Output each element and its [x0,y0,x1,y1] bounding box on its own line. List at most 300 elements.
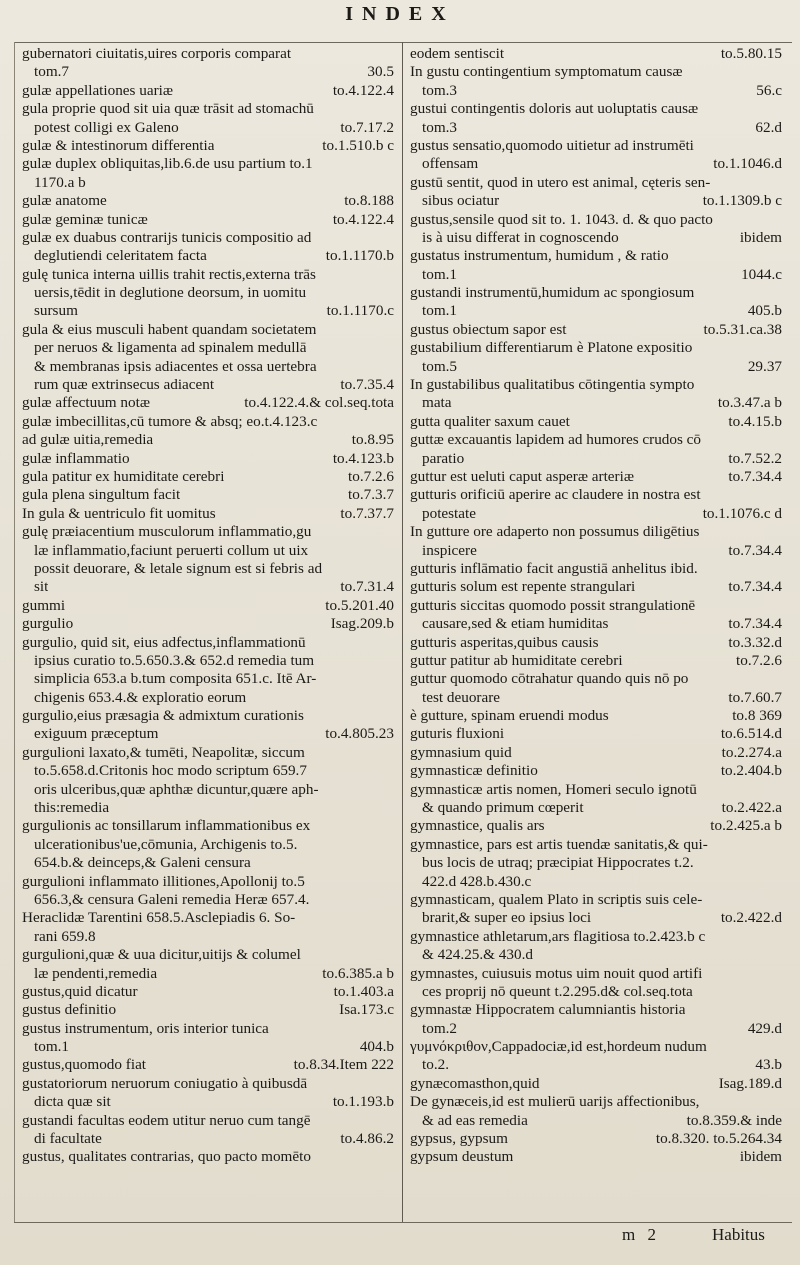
index-entry-line [22,247,394,265]
entry-reference: to.7.2.6 [736,651,782,669]
entry-text: gustatoriorum neruorum coniugatio à quibusdā [22,1074,308,1092]
entry-reference: to.4.122.4.& col.seq.tota [244,394,394,412]
entry-reference: to.1.1170.b [325,247,394,265]
index-entry-line [410,652,782,670]
index-entry-line [22,284,394,302]
entry-text: potestate [422,504,476,522]
entry-text: uersis,tēdit in deglutione deorsum, in uomitu [34,284,307,302]
index-entry-line [410,1020,782,1038]
index-entry-line [22,817,394,835]
entry-reference: Isag.189.d [718,1074,782,1092]
index-entry-line [410,394,782,412]
index-entry-line [410,707,782,725]
entry-text: & quando primum cœperit [422,799,584,817]
entry-text: ad gulæ uitia,remedia [22,431,154,449]
entry-reference: to.7.34.4 [728,541,782,559]
entry-text: gustus,sensile quod sit to. 1. 1043. d. & quo pacto [410,210,713,228]
entry-reference: 405.b [747,302,782,320]
index-entry-line [410,836,782,854]
index-entry-line [22,873,394,891]
entry-text: gustū sentit, quod in utero est animal, cęteris sen- [410,173,711,191]
index-entry-line [410,450,782,468]
index-entry-line [410,615,782,633]
bottom-rule [14,1222,792,1223]
entry-text: possit deuorare, & letale signum est si febris ad [34,559,323,577]
index-entry-line [22,63,394,81]
entry-reference: Isag.209.b [330,615,394,633]
entry-reference: to.5.31.ca.38 [703,320,782,338]
entry-reference: ibidem [739,1148,782,1166]
entry-text: gummi [22,596,66,614]
entry-text: sit [34,578,49,596]
entry-text: gymnastice, pars est artis tuendæ sanitatis,& qui- [410,835,708,853]
index-entry-line [410,100,782,118]
index-entry-line [410,119,782,137]
index-entry-line [22,1075,394,1093]
entry-text: to.2. [422,1056,450,1074]
entry-reference: to.7.34.4 [728,578,782,596]
index-entry-line [22,82,394,100]
entry-text: per neruos & ligamenta ad spinalem medullā [34,339,307,357]
index-entry-line [22,578,394,596]
index-entry-line [410,266,782,284]
index-entry-line [22,946,394,964]
entry-reference: 29.37 [747,357,782,375]
index-entry-line [410,597,782,615]
entry-text: gutturis orificiū aperire ac claudere in nostra est [410,486,701,504]
index-entry-line [22,909,394,927]
index-entry-line [410,799,782,817]
index-entry-line [22,762,394,780]
entry-text: gulæ affectuum notæ [22,394,150,412]
entry-text: oris ulceribus,quæ aphthæ dicuntur,quære aph- [34,780,319,798]
entry-reference: to.7.35.4 [340,376,394,394]
entry-text: gulæ geminæ tunicæ [22,210,148,228]
index-entry-line [22,965,394,983]
index-entry-line [22,1093,394,1111]
entry-reference: to.8.188 [344,192,394,210]
entry-text: paratio [422,449,465,467]
entry-reference: 1044.c [741,265,782,283]
entry-text: rani 659.8 [34,927,96,945]
page-header [0,0,800,40]
entry-reference: to.5.201.40 [325,596,394,614]
entry-text: guturis fluxioni [410,725,505,743]
index-entry-line [22,560,394,578]
entry-text: gulæ & intestinorum differentia [22,136,215,154]
entry-text: gurgulioni,quæ & uua dicitur,uitijs & columel [22,946,301,964]
entry-text: De gynæceis,id est mulierū uarijs affectionibus, [410,1093,700,1111]
index-entry-line [410,192,782,210]
entry-reference: to.4.122.4 [332,210,394,228]
index-entry-line [22,983,394,1001]
entry-reference: to.7.52.2 [728,449,782,467]
index-entry-line [22,394,394,412]
entry-text: In gustu contingentium symptomatum causæ [410,63,683,81]
entry-text: offensam [422,155,479,173]
index-entry-line [22,1056,394,1074]
entry-text: 1170.a b [34,173,86,191]
index-entry-line [22,431,394,449]
index-entry-line [22,799,394,817]
entry-text: gurgulionis ac tonsillarum inflammationibus ex [22,817,311,835]
index-entry-line [22,505,394,523]
index-entry-line [22,266,394,284]
entry-text: gula proprie quod sit uia quæ trāsit ad stomachū [22,100,314,118]
column-divider [402,42,403,1222]
index-entry-line [410,358,782,376]
index-entry-line [410,137,782,155]
entry-text: gypsum deustum [410,1148,514,1166]
entry-reference: to.2.274.a [721,743,782,761]
index-entry-line [22,45,394,63]
entry-text: gustus instrumentum, oris interior tunica [22,1019,269,1037]
entry-text: gurgulio, quid sit, eius adfectus,inflammationū [22,633,306,651]
entry-text: test deuorare [422,688,501,706]
entry-reference: to.7.2.6 [348,467,394,485]
entry-reference: to.3.32.d [728,633,782,651]
index-entry-line [410,155,782,173]
index-entry-line [410,560,782,578]
index-entry-line [410,542,782,560]
entry-text: gymnastes, cuiusuis motus uim nouit quod artifi [410,964,703,982]
index-entry-line [410,946,782,964]
index-entry-line [22,413,394,431]
entry-text: gustus,quomodo fiat [22,1056,147,1074]
entry-text: gymnastæ Hippocratem calumniantis historia [410,1001,686,1019]
entry-reference: to.2.422.d [720,909,782,927]
page-title: INDEX [345,3,455,25]
index-entry-line [410,1130,782,1148]
index-entry-line [410,431,782,449]
index-entry-line [22,358,394,376]
index-entry-line [22,229,394,247]
index-entry-line [22,100,394,118]
entry-reference: to.6.385.a b [322,964,394,982]
entry-reference: to.7.60.7 [728,688,782,706]
index-entry-line [410,1093,782,1111]
entry-text: this:remedia [34,799,110,817]
index-entry-line [410,909,782,927]
index-entry-line [22,302,394,320]
top-rule [14,42,792,43]
index-entry-line [22,744,394,762]
entry-text: gustus definitio [22,1001,117,1019]
entry-reference: to.1.193.b [332,1093,394,1111]
entry-text: gustus, qualitates contrarias, quo pacto momēto [22,1148,311,1166]
entry-reference: to.7.34.4 [728,615,782,633]
index-entry-line [410,873,782,891]
entry-text: gurgulio [22,615,74,633]
entry-reference: to.2.425.a b [710,817,782,835]
index-entry-line [410,302,782,320]
entry-text: gulæ imbecillitas,cū tumore & absq; eo.t.4.123.c [22,412,318,430]
index-entry-line [22,523,394,541]
index-entry-line [22,854,394,872]
entry-reference: to.6.514.d [720,725,782,743]
index-entry-line [410,468,782,486]
entry-text: gustus sensatio,quomodo uitietur ad instrumēti [410,136,694,154]
index-entry-line [410,505,782,523]
entry-reference: to.3.47.a b [717,394,782,412]
entry-text: gula & eius musculi habent quandam societatem [22,320,317,338]
index-entry-line [22,891,394,909]
index-entry-line [410,174,782,192]
entry-text: & membranas ipsis adiacentes et ossa uertebra [34,357,317,375]
index-entry-line [410,82,782,100]
entry-text: γυμνόκριθον,Cappadociæ,id est,hordeum nudum [410,1038,707,1056]
entry-reference: to.4.86.2 [340,1130,394,1148]
entry-text: Heraclidæ Tarentini 658.5.Asclepiadis 6. So- [22,909,296,927]
entry-text: sursum [34,302,78,320]
entry-text: gulæ appellationes uariæ [22,81,173,99]
entry-text: tom.5 [422,357,458,375]
entry-text: tom.1 [422,265,458,283]
entry-text: gutturis asperitas,quibus causis [410,633,599,651]
entry-text: gymnasticæ artis nomen, Homeri seculo ignotū [410,780,697,798]
entry-text: guttur patitur ab humiditate cerebri [410,651,623,669]
index-entry-line [22,652,394,670]
entry-text: In gula & uentriculo fit uomitus [22,504,216,522]
entry-text: gulæ inflammatio [22,449,130,467]
index-entry-line [410,1001,782,1019]
entry-text: gulæ ex duabus contrarijs tunicis compositio ad [22,228,312,246]
entry-text: gustus,quid dicatur [22,982,138,1000]
index-entry-line [410,634,782,652]
index-entry-line [22,689,394,707]
index-entry-line [410,1038,782,1056]
entry-text: gustus obiectum sapor est [410,320,567,338]
entry-reference: to.7.37.7 [340,504,394,522]
entry-text: gymnasium quid [410,743,512,761]
entry-reference: to.1.510.b c [322,136,394,154]
index-entry-line [22,155,394,173]
entry-text: gula patitur ex humiditate cerebri [22,467,225,485]
entry-reference: to.8.34.Item 222 [293,1056,394,1074]
index-entry-line [410,486,782,504]
entry-reference: to.1.403.a [333,982,394,1000]
index-entry-line [410,928,782,946]
entry-text: guttæ excauantis lapidem ad humores crudos cō [410,431,702,449]
entry-text: gulæ duplex obliquitas,lib.6.de usu partium to.1 [22,155,313,173]
index-entry-line [22,928,394,946]
index-entry-line [22,192,394,210]
entry-text: 654.b.& deinceps,& Galeni censura [34,854,251,872]
entry-text: gynæcomasthon,quid [410,1074,540,1092]
entry-reference: to.8 369 [732,707,782,725]
entry-reference: to.4.123.b [332,449,394,467]
entry-reference: to.7.17.2 [340,118,394,136]
entry-text: mata [422,394,452,412]
index-entry-line [410,321,782,339]
entry-text: gulę præiacentium musculorum inflammatio,gu [22,523,312,541]
catchword: Habitus [712,1225,765,1244]
entry-reference: 404.b [359,1038,394,1056]
entry-reference: to.4.15.b [728,412,782,430]
index-entry-line [22,1001,394,1019]
entry-reference: Isa.173.c [339,1001,394,1019]
entry-text: potest colligi ex Galeno [34,118,179,136]
entry-text: eodem sentiscit [410,45,505,62]
index-entry-line [410,376,782,394]
entry-text: deglutiendi celeritatem facta [34,247,207,265]
index-entry-line [410,965,782,983]
entry-reference: 43.b [755,1056,782,1074]
entry-text: ces proprij nō queunt t.2.295.d& col.seq.tota [422,982,693,1000]
entry-text: gymnasticæ definitio [410,762,538,780]
index-entry-line [22,119,394,137]
entry-text: gustui contingentis doloris aut uoluptatis causæ [410,100,699,118]
entry-text: sibus ociatur [422,192,500,210]
index-entry-line [410,762,782,780]
entry-reference: to.2.422.a [721,799,782,817]
entry-text: gymnastice athletarum,ars flagitiosa to.2.423.b c [410,927,706,945]
entry-text: gutturis siccitas quomodo possit strangulationē [410,596,696,614]
index-entry-line [22,339,394,357]
entry-text: læ inflammatio,faciunt peruerti collum ut uix [34,541,309,559]
index-entry-line [410,63,782,81]
index-entry-line [410,339,782,357]
entry-text: gurgulioni laxato,& tumēti, Neapolitæ, siccum [22,743,305,761]
index-entry-line [410,523,782,541]
index-entry-line [22,781,394,799]
index-entry-line [410,891,782,909]
index-entry-line [410,817,782,835]
entry-reference: to.7.3.7 [348,486,394,504]
entry-text: tom.3 [422,118,458,136]
index-entry-line [22,634,394,652]
entry-reference: to.2.404.b [720,762,782,780]
index-entry-line [22,615,394,633]
index-entry-line [410,1056,782,1074]
entry-text: to.5.658.d.Critonis hoc modo scriptum 659.7 [34,762,307,780]
left-margin-rule [14,42,15,1222]
index-entry-line [22,1038,394,1056]
index-entry-line [410,725,782,743]
left-column [22,45,394,1167]
entry-reference: to.8.359.& inde [686,1111,782,1129]
index-entry-line [410,670,782,688]
index-entry-line [22,174,394,192]
entry-text: gula plena singultum facit [22,486,181,504]
index-entry-line [410,211,782,229]
entry-text: 422.d 428.b.430.c [422,872,532,890]
entry-reference: to.7.34.4 [728,467,782,485]
index-entry-line [22,670,394,688]
index-entry-line [410,1075,782,1093]
index-entry-line [410,1148,782,1166]
index-entry-line [410,284,782,302]
index-entry-line [22,137,394,155]
entry-text: læ pendenti,remedia [34,964,158,982]
entry-text: gubernatori ciuitatis,uires corporis comparat [22,45,292,62]
index-entry-line [22,1148,394,1166]
index-entry-line [22,376,394,394]
index-entry-line [410,45,782,63]
entry-reference: to.5.80.15 [720,45,782,62]
entry-text: causare,sed & etiam humiditas [422,615,609,633]
entry-text: gustabilium differentiarum è Platone expositio [410,339,693,357]
entry-text: di facultate [34,1130,102,1148]
entry-text: ulcerationibus'ue,cōmunia, Archigenis to.5. [34,835,298,853]
entry-reference: 62.d [755,118,782,136]
index-entry-line [22,486,394,504]
index-entry-line [22,707,394,725]
entry-reference: to.1.1309.b c [702,192,782,210]
entry-text: gypsus, gypsum [410,1130,508,1148]
index-entry-line [410,983,782,1001]
entry-reference: to.1.1170.c [326,302,394,320]
right-column [410,45,782,1167]
entry-text: chigenis 653.4.& exploratio eorum [34,688,247,706]
entry-reference: 429.d [747,1019,782,1037]
index-entry-line [22,1020,394,1038]
entry-text: gulæ anatome [22,192,107,210]
entry-reference: to.4.805.23 [325,725,394,743]
entry-reference: 30.5 [367,63,394,81]
index-entry-line [22,725,394,743]
entry-text: gustatus instrumentum, humidum , & ratio [410,247,669,265]
entry-text: & ad eas remedia [422,1111,528,1129]
index-entry-line [22,597,394,615]
entry-text: exiguum præceptum [34,725,159,743]
entry-reference: to.7.31.4 [340,578,394,596]
entry-reference: to.8.95 [351,431,394,449]
index-entry-line [410,229,782,247]
entry-text: simplicia 653.a b.tum composita 651.c. Itē Ar- [34,670,317,688]
entry-reference: ibidem [739,228,782,246]
entry-text: gymnastice, qualis ars [410,817,545,835]
entry-text: guttur quomodo cōtrahatur quando quis nō po [410,670,689,688]
index-entry-line [22,542,394,560]
entry-text: In gustabilibus qualitatibus cōtingentia sympto [410,376,695,394]
index-entry-line [22,836,394,854]
entry-text: bus locis de utraq; præcipiat Hippocrates t.2. [422,854,694,872]
index-entry-line [410,781,782,799]
entry-reference: to.4.122.4 [332,81,394,99]
entry-text: & 424.25.& 430.d [422,946,533,964]
index-entry-line [410,247,782,265]
entry-text: ipsius curatio to.5.650.3.& 652.d remedia tum [34,651,315,669]
entry-text: gutturis inflāmatio facit angustiā anhelitus ibid. [410,559,698,577]
entry-text: gurgulioni inflammato illitiones,Apollonij to.5 [22,872,305,890]
entry-reference: to.8.320. to.5.264.34 [655,1130,782,1148]
entry-text: gutta qualiter saxum cauet [410,412,570,430]
entry-text: is à uisu differat in cognoscendo [422,228,619,246]
entry-text: rum quæ extrinsecus adiacent [34,376,215,394]
entry-reference: to.1.1046.d [713,155,782,173]
entry-text: tom.1 [34,1038,70,1056]
entry-text: gulę tunica interna uillis trahit rectis,externa trās [22,265,316,283]
index-entry-line [410,689,782,707]
entry-text: dicta quæ sit [34,1093,111,1111]
entry-reference: 56.c [756,81,782,99]
entry-text: gutturis solum est repente strangulari [410,578,636,596]
index-entry-line [410,1112,782,1130]
index-entry-line [22,468,394,486]
entry-text: tom.7 [34,63,70,81]
index-entry-line [22,1130,394,1148]
index-entry-line [22,1112,394,1130]
entry-text: tom.2 [422,1019,458,1037]
entry-text: tom.1 [422,302,458,320]
entry-text: è gutture, spinam eruendi modus [410,707,609,725]
index-entry-line [22,321,394,339]
entry-text: gustandi instrumentū,humidum ac spongiosum [410,284,695,302]
index-entry-line [22,211,394,229]
index-entry-line [410,413,782,431]
index-entry-line [410,578,782,596]
